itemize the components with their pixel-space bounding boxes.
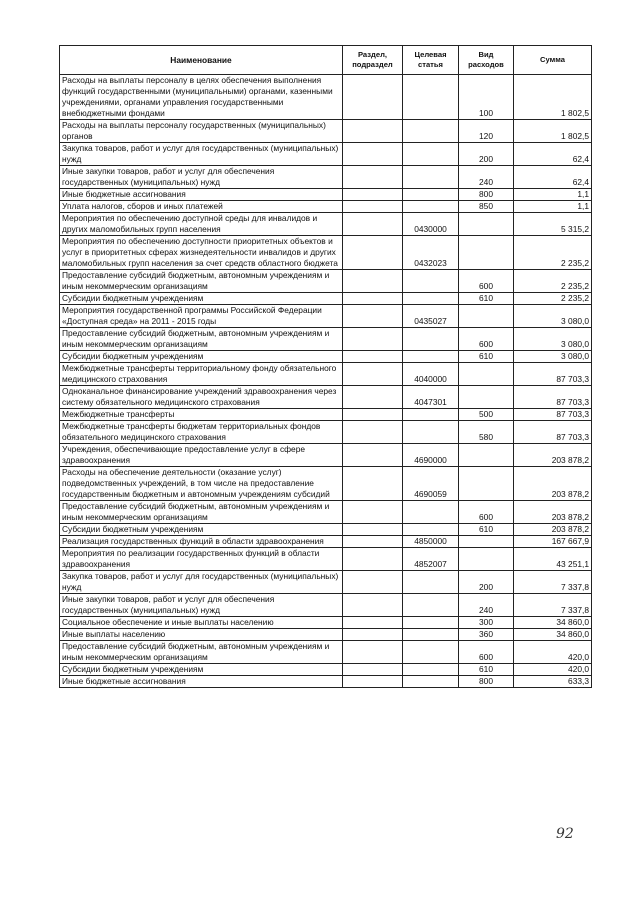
row-section-cell bbox=[343, 676, 403, 688]
row-sum-cell: 62,4 bbox=[514, 143, 592, 166]
header-target: Целевая статья bbox=[403, 46, 459, 75]
row-target-cell bbox=[403, 270, 459, 293]
row-target-cell: 4040000 bbox=[403, 363, 459, 386]
row-name-cell: Межбюджетные трансферты бюджетам территориальных фондов обязательного медицинского страхования bbox=[60, 421, 343, 444]
row-target-cell bbox=[403, 120, 459, 143]
row-target-cell bbox=[403, 676, 459, 688]
row-name-cell: Иные закупки товаров, работ и услуг для обеспечения государственных (муниципальных) нужд bbox=[60, 166, 343, 189]
table-row bbox=[60, 386, 592, 409]
row-type-cell: 240 bbox=[459, 166, 514, 189]
row-sum-cell: 420,0 bbox=[514, 664, 592, 676]
table-row bbox=[60, 189, 592, 201]
row-target-cell: 4690059 bbox=[403, 467, 459, 501]
row-sum-cell: 87 703,3 bbox=[514, 363, 592, 386]
row-type-cell bbox=[459, 444, 514, 467]
row-name-cell: Субсидии бюджетным учреждениям bbox=[60, 351, 343, 363]
table-row bbox=[60, 236, 592, 270]
row-sum-cell: 2 235,2 bbox=[514, 293, 592, 305]
table-row bbox=[60, 305, 592, 328]
row-name-cell: Мероприятия по обеспечению доступности приоритетных объектов и услуг в приоритетных сферах жизнедеятельности инвалидов и других маломобильных групп населения за счет средств областного бюджета bbox=[60, 236, 343, 270]
row-sum-cell: 34 860,0 bbox=[514, 629, 592, 641]
row-sum-cell: 1 802,5 bbox=[514, 120, 592, 143]
row-name-cell: Реализация государственных функций в области здравоохранения bbox=[60, 536, 343, 548]
row-sum-cell: 633,3 bbox=[514, 676, 592, 688]
row-sum-cell: 87 703,3 bbox=[514, 386, 592, 409]
table-row bbox=[60, 444, 592, 467]
row-sum-cell: 203 878,2 bbox=[514, 501, 592, 524]
row-sum-cell: 7 337,8 bbox=[514, 571, 592, 594]
row-section-cell bbox=[343, 594, 403, 617]
row-name-cell: Предоставление субсидий бюджетным, автономным учреждениям и иным некоммерческим организациям bbox=[60, 501, 343, 524]
row-section-cell bbox=[343, 143, 403, 166]
row-name-cell: Закупка товаров, работ и услуг для государственных (муниципальных) нужд bbox=[60, 143, 343, 166]
row-type-cell: 610 bbox=[459, 293, 514, 305]
row-type-cell: 600 bbox=[459, 641, 514, 664]
row-name-cell: Субсидии бюджетным учреждениям bbox=[60, 293, 343, 305]
row-name-cell: Межбюджетные трансферты bbox=[60, 409, 343, 421]
row-name-cell: Мероприятия по обеспечению доступной среды для инвалидов и других маломобильных групп населения bbox=[60, 213, 343, 236]
row-type-cell: 200 bbox=[459, 571, 514, 594]
row-target-cell bbox=[403, 166, 459, 189]
row-section-cell bbox=[343, 629, 403, 641]
budget-table bbox=[59, 45, 592, 688]
row-section-cell bbox=[343, 270, 403, 293]
row-type-cell: 360 bbox=[459, 629, 514, 641]
row-name-cell: Предоставление субсидий бюджетным, автономным учреждениям и иным некоммерческим организациям bbox=[60, 641, 343, 664]
table-header-row bbox=[60, 46, 592, 75]
table-row bbox=[60, 548, 592, 571]
row-name-cell: Мероприятия государственной программы Российской Федерации «Доступная среда» на 2011 - 2015 годы bbox=[60, 305, 343, 328]
row-section-cell bbox=[343, 421, 403, 444]
row-section-cell bbox=[343, 363, 403, 386]
row-section-cell bbox=[343, 467, 403, 501]
row-type-cell: 600 bbox=[459, 270, 514, 293]
row-section-cell bbox=[343, 120, 403, 143]
row-target-cell bbox=[403, 293, 459, 305]
row-sum-cell: 1,1 bbox=[514, 201, 592, 213]
row-name-cell: Межбюджетные трансферты территориальному фонду обязательного медицинского страхования bbox=[60, 363, 343, 386]
row-section-cell bbox=[343, 386, 403, 409]
row-target-cell bbox=[403, 328, 459, 351]
row-section-cell bbox=[343, 351, 403, 363]
row-type-cell: 600 bbox=[459, 501, 514, 524]
table-row bbox=[60, 293, 592, 305]
row-sum-cell: 87 703,3 bbox=[514, 409, 592, 421]
row-target-cell bbox=[403, 351, 459, 363]
row-target-cell: 4850000 bbox=[403, 536, 459, 548]
table-row bbox=[60, 213, 592, 236]
row-sum-cell: 420,0 bbox=[514, 641, 592, 664]
row-sum-cell: 1,1 bbox=[514, 189, 592, 201]
row-type-cell: 100 bbox=[459, 75, 514, 120]
row-name-cell: Субсидии бюджетным учреждениям bbox=[60, 524, 343, 536]
row-section-cell bbox=[343, 641, 403, 664]
table-row bbox=[60, 328, 592, 351]
table-row bbox=[60, 143, 592, 166]
row-sum-cell: 3 080,0 bbox=[514, 351, 592, 363]
row-sum-cell: 2 235,2 bbox=[514, 270, 592, 293]
row-target-cell bbox=[403, 501, 459, 524]
row-target-cell bbox=[403, 524, 459, 536]
row-name-cell: Предоставление субсидий бюджетным, автономным учреждениям и иным некоммерческим организациям bbox=[60, 328, 343, 351]
row-type-cell bbox=[459, 548, 514, 571]
row-section-cell bbox=[343, 305, 403, 328]
row-name-cell: Иные бюджетные ассигнования bbox=[60, 189, 343, 201]
row-name-cell: Предоставление субсидий бюджетным, автономным учреждениям и иным некоммерческим организациям bbox=[60, 270, 343, 293]
row-type-cell: 610 bbox=[459, 351, 514, 363]
header-section: Раздел, подраздел bbox=[343, 46, 403, 75]
table-row bbox=[60, 617, 592, 629]
row-type-cell: 610 bbox=[459, 664, 514, 676]
table-row bbox=[60, 270, 592, 293]
row-type-cell bbox=[459, 363, 514, 386]
row-target-cell: 0430000 bbox=[403, 213, 459, 236]
row-name-cell: Учреждения, обеспечивающие предоставление услуг в сфере здравоохранения bbox=[60, 444, 343, 467]
row-type-cell: 120 bbox=[459, 120, 514, 143]
row-name-cell: Социальное обеспечение и иные выплаты населению bbox=[60, 617, 343, 629]
row-sum-cell: 5 315,2 bbox=[514, 213, 592, 236]
row-section-cell bbox=[343, 189, 403, 201]
table-row bbox=[60, 201, 592, 213]
row-name-cell: Уплата налогов, сборов и иных платежей bbox=[60, 201, 343, 213]
row-type-cell: 240 bbox=[459, 594, 514, 617]
table-row bbox=[60, 421, 592, 444]
row-type-cell: 500 bbox=[459, 409, 514, 421]
table-row bbox=[60, 664, 592, 676]
row-name-cell: Одноканальное финансирование учреждений здравоохранения через систему обязательного медицинского страхования bbox=[60, 386, 343, 409]
row-section-cell bbox=[343, 213, 403, 236]
row-name-cell: Иные выплаты населению bbox=[60, 629, 343, 641]
row-sum-cell: 2 235,2 bbox=[514, 236, 592, 270]
page-number: 92 bbox=[556, 826, 574, 842]
row-target-cell bbox=[403, 594, 459, 617]
row-section-cell bbox=[343, 293, 403, 305]
row-section-cell bbox=[343, 166, 403, 189]
row-section-cell bbox=[343, 664, 403, 676]
row-target-cell: 4047301 bbox=[403, 386, 459, 409]
row-target-cell bbox=[403, 664, 459, 676]
row-sum-cell: 87 703,3 bbox=[514, 421, 592, 444]
row-name-cell: Субсидии бюджетным учреждениям bbox=[60, 664, 343, 676]
table-row bbox=[60, 594, 592, 617]
row-sum-cell: 203 878,2 bbox=[514, 524, 592, 536]
header-expense-type: Вид расходов bbox=[459, 46, 514, 75]
row-target-cell: 0432023 bbox=[403, 236, 459, 270]
row-name-cell: Расходы на выплаты персоналу в целях обеспечения выполнения функций государственными (муниципальными) органами, казенными учреждениями, органами управления государственными внебюджетными фондами bbox=[60, 75, 343, 120]
row-name-cell: Расходы на выплаты персоналу государственных (муниципальных) органов bbox=[60, 120, 343, 143]
row-type-cell bbox=[459, 386, 514, 409]
header-name: Наименование bbox=[60, 46, 343, 75]
table-row bbox=[60, 120, 592, 143]
row-sum-cell: 203 878,2 bbox=[514, 444, 592, 467]
row-target-cell bbox=[403, 409, 459, 421]
row-sum-cell: 3 080,0 bbox=[514, 305, 592, 328]
row-target-cell bbox=[403, 641, 459, 664]
table-row bbox=[60, 501, 592, 524]
row-target-cell: 4852007 bbox=[403, 548, 459, 571]
row-section-cell bbox=[343, 201, 403, 213]
row-target-cell bbox=[403, 571, 459, 594]
row-sum-cell: 1 802,5 bbox=[514, 75, 592, 120]
row-section-cell bbox=[343, 328, 403, 351]
row-type-cell: 300 bbox=[459, 617, 514, 629]
table-row bbox=[60, 166, 592, 189]
row-target-cell: 4690000 bbox=[403, 444, 459, 467]
row-section-cell bbox=[343, 501, 403, 524]
row-type-cell bbox=[459, 236, 514, 270]
row-type-cell: 610 bbox=[459, 524, 514, 536]
row-target-cell bbox=[403, 201, 459, 213]
table-row bbox=[60, 629, 592, 641]
row-target-cell bbox=[403, 617, 459, 629]
row-sum-cell: 62,4 bbox=[514, 166, 592, 189]
row-target-cell: 0435027 bbox=[403, 305, 459, 328]
row-sum-cell: 43 251,1 bbox=[514, 548, 592, 571]
table-row bbox=[60, 524, 592, 536]
row-name-cell: Расходы на обеспечение деятельности (оказание услуг) подведомственных учреждений, в том числе на предоставление государственным бюджетным и автономным учреждениям субсидий bbox=[60, 467, 343, 501]
row-type-cell: 600 bbox=[459, 328, 514, 351]
row-type-cell: 800 bbox=[459, 676, 514, 688]
row-section-cell bbox=[343, 536, 403, 548]
row-target-cell bbox=[403, 143, 459, 166]
table-row bbox=[60, 75, 592, 120]
row-section-cell bbox=[343, 75, 403, 120]
row-section-cell bbox=[343, 571, 403, 594]
row-type-cell: 580 bbox=[459, 421, 514, 444]
row-type-cell bbox=[459, 213, 514, 236]
row-target-cell bbox=[403, 189, 459, 201]
row-type-cell: 850 bbox=[459, 201, 514, 213]
table-row bbox=[60, 363, 592, 386]
row-sum-cell: 34 860,0 bbox=[514, 617, 592, 629]
header-sum: Сумма bbox=[514, 46, 592, 75]
row-section-cell bbox=[343, 409, 403, 421]
table-row bbox=[60, 536, 592, 548]
row-section-cell bbox=[343, 617, 403, 629]
table-row bbox=[60, 571, 592, 594]
row-section-cell bbox=[343, 444, 403, 467]
table-row bbox=[60, 641, 592, 664]
row-sum-cell: 3 080,0 bbox=[514, 328, 592, 351]
row-section-cell bbox=[343, 548, 403, 571]
row-section-cell bbox=[343, 524, 403, 536]
row-name-cell: Иные закупки товаров, работ и услуг для обеспечения государственных (муниципальных) нужд bbox=[60, 594, 343, 617]
row-sum-cell: 203 878,2 bbox=[514, 467, 592, 501]
table-row bbox=[60, 409, 592, 421]
row-type-cell bbox=[459, 536, 514, 548]
row-type-cell bbox=[459, 305, 514, 328]
table-row bbox=[60, 676, 592, 688]
row-type-cell: 800 bbox=[459, 189, 514, 201]
row-name-cell: Мероприятия по реализации государственных функций в области здравоохранения bbox=[60, 548, 343, 571]
row-type-cell bbox=[459, 467, 514, 501]
table-row bbox=[60, 467, 592, 501]
row-section-cell bbox=[343, 236, 403, 270]
row-name-cell: Иные бюджетные ассигнования bbox=[60, 676, 343, 688]
table-row bbox=[60, 351, 592, 363]
row-name-cell: Закупка товаров, работ и услуг для государственных (муниципальных) нужд bbox=[60, 571, 343, 594]
row-target-cell bbox=[403, 629, 459, 641]
row-target-cell bbox=[403, 421, 459, 444]
row-target-cell bbox=[403, 75, 459, 120]
row-sum-cell: 167 667,9 bbox=[514, 536, 592, 548]
row-type-cell: 200 bbox=[459, 143, 514, 166]
row-sum-cell: 7 337,8 bbox=[514, 594, 592, 617]
